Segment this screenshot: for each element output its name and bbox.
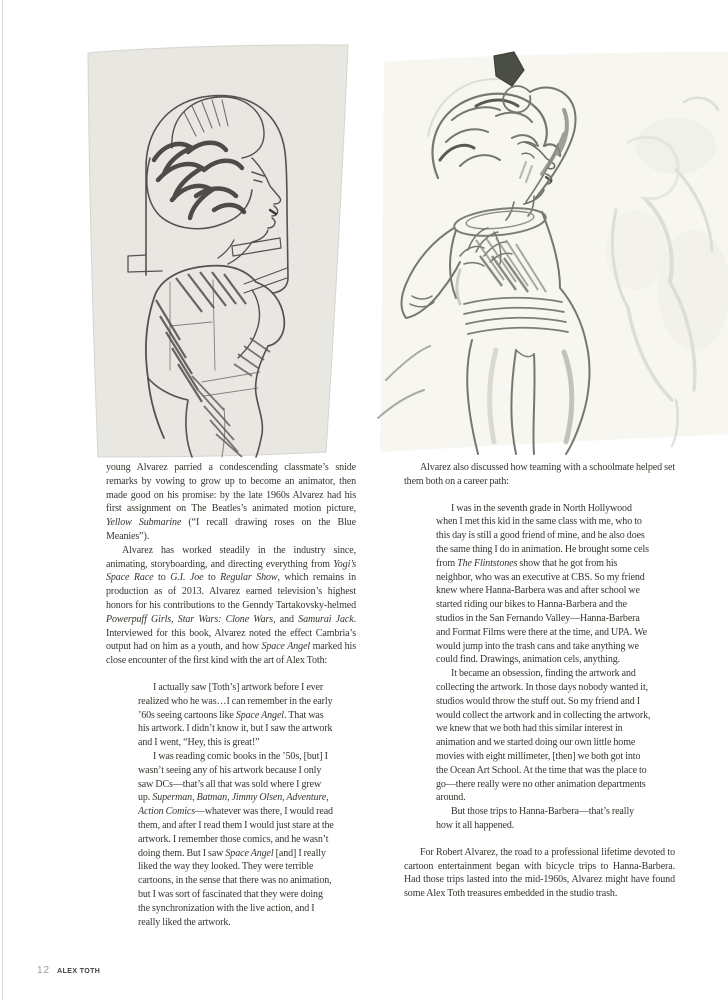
paragraph: Alvarez also discussed how teaming with a schoolmate helped set them both on a career path: — [404, 462, 675, 487]
page-footer — [37, 965, 100, 976]
page-gutter-edge — [2, 0, 3, 1000]
paragraph: Alvarez has worked steadily in the industry since, animating, storyboarding, and directing everything from Yogi’s Space Race to G.I. Joe to Regular Show, which remains in production as of 2013. Alvarez earned television’s highest honors for his contributions to the Genndy Tartakovsky-helmed Powerpuff Girls, Star Wars: Clone Wars, and Samurai Jack. Interviewed for this book, Alvarez noted the effect Cambria’s output had on him as a youth, and how Space Angel marked his close encounter of the first kind with the art of Alex Toth: — [106, 544, 356, 667]
pencil-sketch-left — [84, 40, 354, 460]
sketch-paper — [88, 45, 348, 457]
text-column-right — [404, 461, 675, 901]
paragraph: But those trips to Hanna-Barbera—that’s really how it all happened. — [436, 806, 635, 831]
paragraph: For Robert Alvarez, the road to a professional lifetime devoted to cartoon entertainment began with bicycle trips to Hanna-Barbera. Had those trips lasted into the mid-1960s, Alvarez might have found some Alex Toth treasures embedded in the studio trash. — [404, 846, 675, 900]
paragraph: It became an obsession, finding the artwork and collecting the artwork. In those days nobody wanted it, studios would throw the stuff out. So my friend and I would collect the artwork and in collecting the artwork, we knew that we both had this similar interest in animation and we started doing our own little home movies with eight millimeter, [then] we both got into the Ocean Art School. At the time that was the place to go—there really were no other animation departments around. — [436, 668, 651, 804]
text-column-left — [106, 461, 356, 929]
running-book-title: ALEX TOTH — [57, 968, 101, 975]
pencil-sketch-right — [376, 50, 728, 456]
paragraph: I was in the seventh grade in North Hollywood when I met this kid in the same class with me, who to this day is still a good friend of mine, and he also does the same thing I do in animation. He brought some cels from The Flintstones show that he got from his neighbor, who was an executive at CBS. So my friend knew where Hanna-Barbera was and after school we started riding our bikes to Hanna-Barbera and the studios in the San Fernando Valley—Hanna-Barbera and Format Films were there at the time, and UPA. We would jump into the trash cans and take anything we could find. Drawings, animation cels, anything. — [436, 502, 649, 666]
paragraph: I actually saw [Toth’s] artwork before I ever realized who he was…I can remember in the early ’60s seeing cartoons like Space Angel. That was his artwork. I didn’t know it, but I saw the artwork and I went, “Hey, this is great!” — [138, 681, 333, 749]
sketch-left-figure — [84, 40, 354, 460]
paragraph: I was reading comic books in the ’50s, [but] I wasn’t seeing any of his artwork because I only saw DCs—that’s all that was sold where I grew up. Superman, Batman, Jimmy Olsen, Adventure, Action Comics—whatever was there, I would read them, and after I read them I would just stare at the artwork. I remember those comics, and he wasn’t doing them. But I saw Space Angel [and] I really liked the way they looked. They were terrible cartoons, in the sense that there was no animation, but I was sort of fascinated that they were doing the synchronization with the live action, and I really liked the artwork. — [138, 750, 334, 928]
paragraph: young Alvarez parried a condescending classmate’s snide remarks by vowing to grow up to become an animator, then made good on his promise: by the late 1960s Alvarez had his first assignment on The Beatles’s animated motion picture, Yellow Submarine (“I recall drawing roses on the Blue Meanies”). — [106, 462, 356, 542]
sketch-right-figure — [376, 50, 728, 456]
page-number: 12 — [37, 965, 51, 976]
